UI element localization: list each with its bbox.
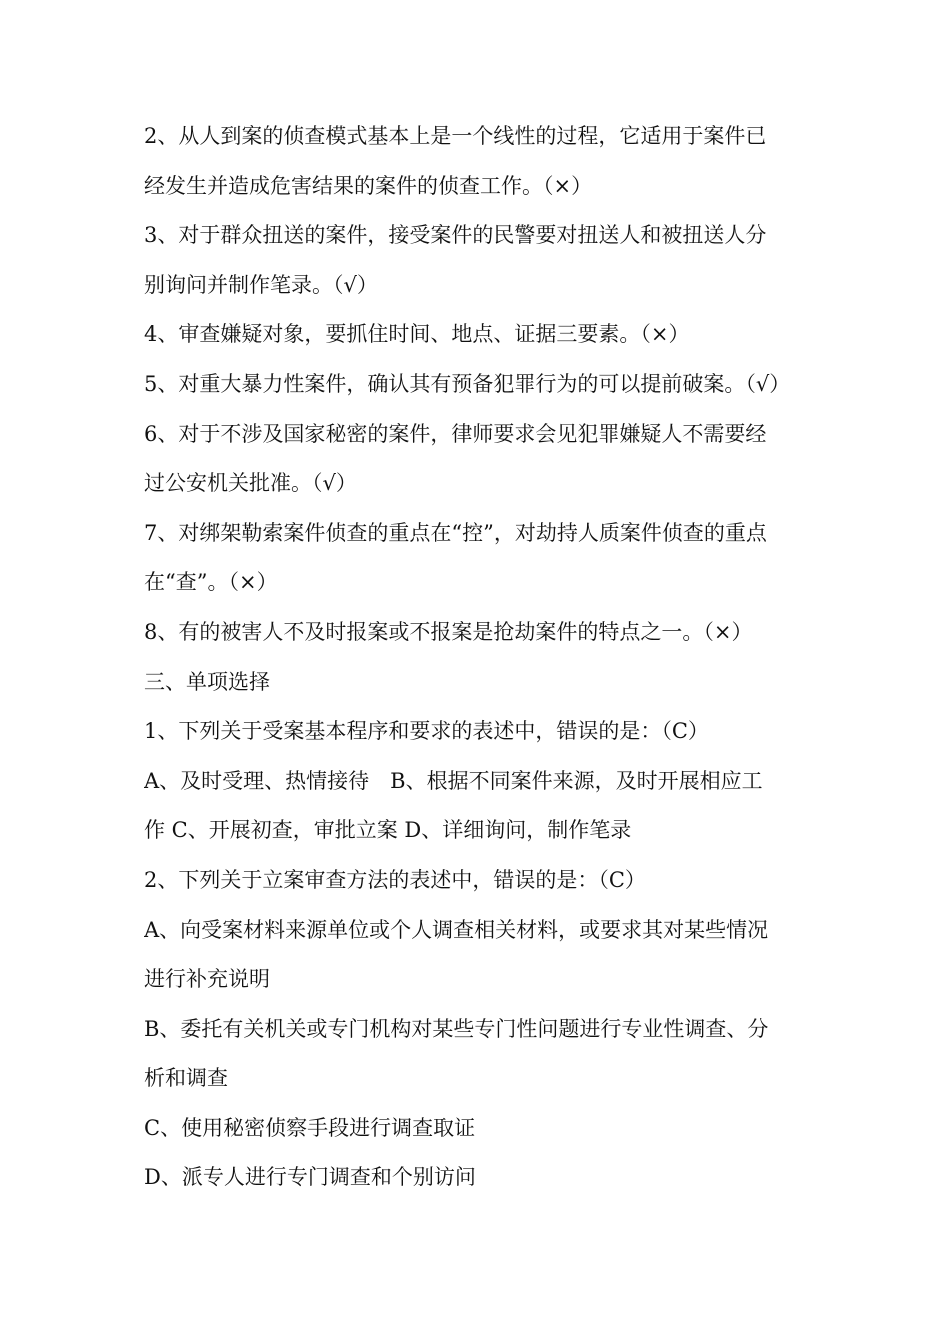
text-line: 进行补充说明 xyxy=(144,967,270,992)
text-line: 2、下列关于立案审查方法的表述中，错误的是：（C） xyxy=(144,867,646,892)
text-line: 8、有的被害人不及时报案或不报案是抢劫案件的特点之一。（×） xyxy=(144,619,753,644)
text-line: A、向受案材料来源单位或个人调查相关材料，或要求其对某些情况 xyxy=(144,917,769,942)
document-body xyxy=(144,112,810,1203)
text-line: 别询问并制作笔录。（√） xyxy=(144,272,378,297)
text-line: 1、下列关于受案基本程序和要求的表述中，错误的是：（C） xyxy=(144,719,709,744)
text-line: C、使用秘密侦察手段进行调查取证 xyxy=(144,1115,476,1140)
text-line: 经发生并造成危害结果的案件的侦查工作。（×） xyxy=(144,173,593,198)
text-line: 2、从人到案的侦查模式基本上是一个线性的过程，它适用于案件已 xyxy=(144,124,767,148)
text-line: 4、审查嫌疑对象，要抓住时间、地点、证据三要素。（×） xyxy=(144,322,690,347)
text-line: 作 C、开展初查，审批立案 D、详细询问，制作笔录 xyxy=(144,818,632,843)
text-line: B、委托有关机关或专门机构对某些专门性问题进行专业性调查、分 xyxy=(144,1016,769,1041)
text-line: D、派专人进行专门调查和个别访问 xyxy=(144,1165,476,1190)
text-line: 过公安机关批准。（√） xyxy=(144,471,357,496)
text-line: 5、对重大暴力性案件，确认其有预备犯罪行为的可以提前破案。（√） xyxy=(144,371,791,396)
text-line: 7、对绑架勒索案件侦查的重点在“控”，对劫持人质案件侦查的重点 xyxy=(144,520,767,545)
text-line: A、及时受理、热情接待 B、根据不同案件来源，及时开展相应工 xyxy=(144,768,763,793)
text-line: 在“查”。（×） xyxy=(144,570,278,595)
text-line: 6、对于不涉及国家秘密的案件，律师要求会见犯罪嫌疑人不需要经 xyxy=(144,421,767,446)
text-line: 3、对于群众扭送的案件，接受案件的民警要对扭送人和被扭送人分 xyxy=(144,223,767,248)
text-line: 析和调查 xyxy=(144,1066,228,1091)
section-heading: 三、单项选择 xyxy=(144,669,270,694)
